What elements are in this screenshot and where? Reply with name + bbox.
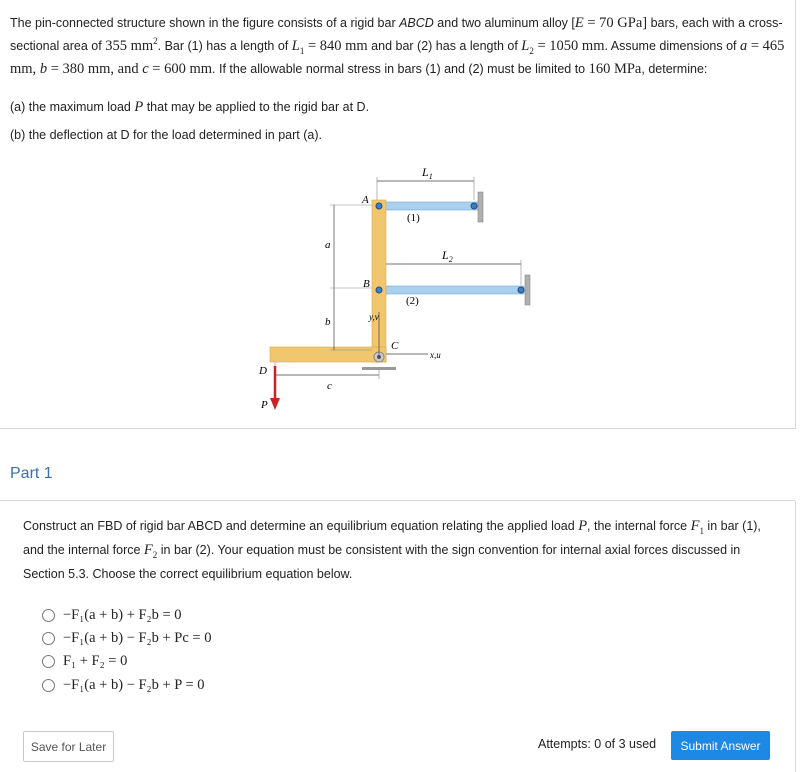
pin-A — [376, 203, 382, 209]
pin-bar2-wall — [518, 287, 524, 293]
bar-1 — [378, 202, 478, 210]
wall-support-1 — [478, 192, 483, 222]
answer-option-2[interactable]: −F₁(a + b) − F₂b + Pc = 0 — [42, 630, 211, 647]
label-b: b — [325, 316, 331, 328]
label-P: P — [261, 399, 268, 411]
label-bar2: (2) — [406, 295, 419, 307]
label-c: c — [327, 380, 332, 392]
radio-button[interactable] — [42, 655, 55, 668]
rigid-bar-horizontal — [270, 347, 386, 362]
submit-answer-button[interactable]: Submit Answer — [671, 731, 770, 760]
pin-bar1-wall — [471, 203, 477, 209]
save-for-later-button[interactable]: Save for Later — [23, 731, 114, 762]
answer-option-3[interactable]: F₁ + F₂ = 0 — [42, 653, 127, 670]
part-title: Part 1 — [10, 465, 53, 482]
attempts-counter: Attempts: 0 of 3 used — [538, 737, 657, 751]
problem-statement: The pin-connected structure shown in the figure consists of a rigid bar ABCD and two aluminum alloy [E = 70 GPa] bars, each with a cross-sectional area of 355 $mm^2$. Bar (1) has a length of $L_1 = 840$ mm and bar (2) has a length of $L_2 = 1050$ mm. Assume dimensions of a = 465 mm, b = 380 mm, and c = 600 mm. If the allowable normal stress in bars (1) and (2) must be limited to 160 MPa, determine: — [10, 15, 785, 77]
task-a: (a) the maximum load P that may be applied to the rigid bar at D. — [10, 99, 370, 115]
label-bar1: (1) — [407, 212, 420, 224]
label-D: D — [259, 365, 267, 377]
label-yv: y,v — [369, 312, 379, 322]
pin-B — [376, 287, 382, 293]
answer-option-4[interactable]: −F₁(a + b) − F₂b + P = 0 — [42, 677, 205, 694]
label-B: B — [363, 278, 370, 290]
radio-button[interactable] — [42, 679, 55, 692]
task-b: (b) the deflection at D for the load determined in part (a). — [10, 128, 322, 142]
radio-button[interactable] — [42, 632, 55, 645]
label-A: A — [362, 194, 369, 206]
ground-support-C — [362, 367, 396, 370]
answer-option-1[interactable]: −F₁(a + b) + F₂b = 0 — [42, 607, 182, 624]
label-C: C — [391, 340, 399, 352]
label-L2: $L_2$ — [442, 248, 453, 264]
wall-support-2 — [525, 275, 530, 305]
bar-2 — [378, 286, 524, 294]
label-xu: x,u — [430, 350, 441, 360]
radio-button[interactable] — [42, 609, 55, 622]
label-a: a — [325, 239, 331, 251]
part-instructions: Construct an FBD of rigid bar ABCD and determine an equilibrium equation relating the applied load P, the internal force $F_1$ in bar (1), and the internal force $F_2$ in bar (2). Your equation must be consistent with the sign convention for internal axial forces discussed in Section 5.3. Choose the correct equilibrium equation below. — [23, 518, 761, 581]
label-L1: $L_1$ — [422, 165, 433, 181]
